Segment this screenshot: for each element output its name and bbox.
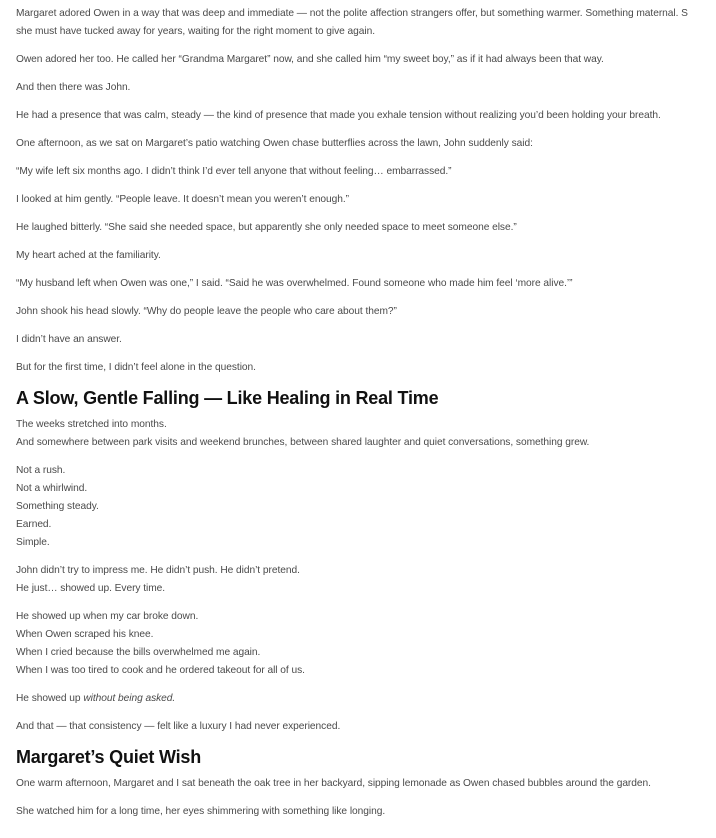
paragraph: The weeks stretched into months.: [16, 419, 167, 430]
paragraph: Owen adored her too. He called her “Grandma Margaret” now, and she called him “my sweet boy,” as if it had always been that way.: [16, 54, 604, 65]
paragraph: He laughed bitterly. “She said she needed space, but apparently she only needed space to meet someone else.”: [16, 222, 517, 233]
article-body: [0, 5, 716, 821]
paragraph: One warm afternoon, Margaret and I sat beneath the oak tree in her backyard, sipping lemonade as Owen chased bubbles around the garden.: [16, 778, 651, 789]
paragraph: When I was too tired to cook and he ordered takeout for all of us.: [16, 665, 305, 676]
paragraph: Not a rush.: [16, 465, 66, 476]
paragraph: But for the first time, I didn’t feel alone in the question.: [16, 362, 256, 373]
paragraph: She watched him for a long time, her eyes shimmering with something like longing.: [16, 806, 386, 817]
emphasis-text: without being asked.: [83, 693, 176, 704]
paragraph: When I cried because the bills overwhelmed me again.: [16, 647, 261, 658]
section-heading: A Slow, Gentle Falling — Like Healing in Real Time: [16, 388, 439, 408]
paragraph: And then there was John.: [16, 82, 131, 93]
paragraph: Earned.: [16, 519, 52, 530]
paragraph: John didn’t try to impress me. He didn’t push. He didn’t pretend.: [16, 565, 300, 576]
paragraph: “My husband left when Owen was one,” I said. “Said he was overwhelmed. Found someone who made him feel ‘more alive.’”: [16, 278, 573, 289]
paragraph: “My wife left six months ago. I didn’t think I’d ever tell anyone that without feeling… embarrassed.”: [16, 166, 452, 177]
paragraph-text: He showed up: [16, 693, 84, 704]
paragraph: He showed up when my car broke down.: [16, 611, 199, 622]
paragraph: And somewhere between park visits and weekend brunches, between shared laughter and quiet conversations, something grew.: [16, 437, 590, 448]
paragraph: Not a whirlwind.: [16, 483, 88, 494]
paragraph: [16, 690, 716, 708]
paragraph: My heart ached at the familiarity.: [16, 250, 161, 261]
paragraph: One afternoon, as we sat on Margaret’s patio watching Owen chase butterflies across the lawn, John suddenly said:: [16, 138, 533, 149]
paragraph: He had a presence that was calm, steady — the kind of presence that made you exhale tension without realizing you’d been holding your breath.: [16, 110, 661, 121]
paragraph: When Owen scraped his knee.: [16, 629, 154, 640]
paragraph: she must have tucked away for years, waiting for the right moment to give again.: [16, 26, 375, 37]
paragraph: He just… showed up. Every time.: [16, 583, 166, 594]
paragraph: I looked at him gently. “People leave. It doesn’t mean you weren’t enough.”: [16, 194, 350, 205]
paragraph: Margaret adored Owen in a way that was deep and immediate — not the polite affection strangers offer, but something warmer. Something maternal. S: [16, 8, 688, 19]
paragraph: I didn’t have an answer.: [16, 334, 122, 345]
section-heading: Margaret’s Quiet Wish: [16, 747, 202, 767]
paragraph: And that — that consistency — felt like a luxury I had never experienced.: [16, 721, 341, 732]
paragraph: Something steady.: [16, 501, 99, 512]
paragraph: John shook his head slowly. “Why do people leave the people who care about them?”: [16, 306, 397, 317]
paragraph: Simple.: [16, 537, 50, 548]
